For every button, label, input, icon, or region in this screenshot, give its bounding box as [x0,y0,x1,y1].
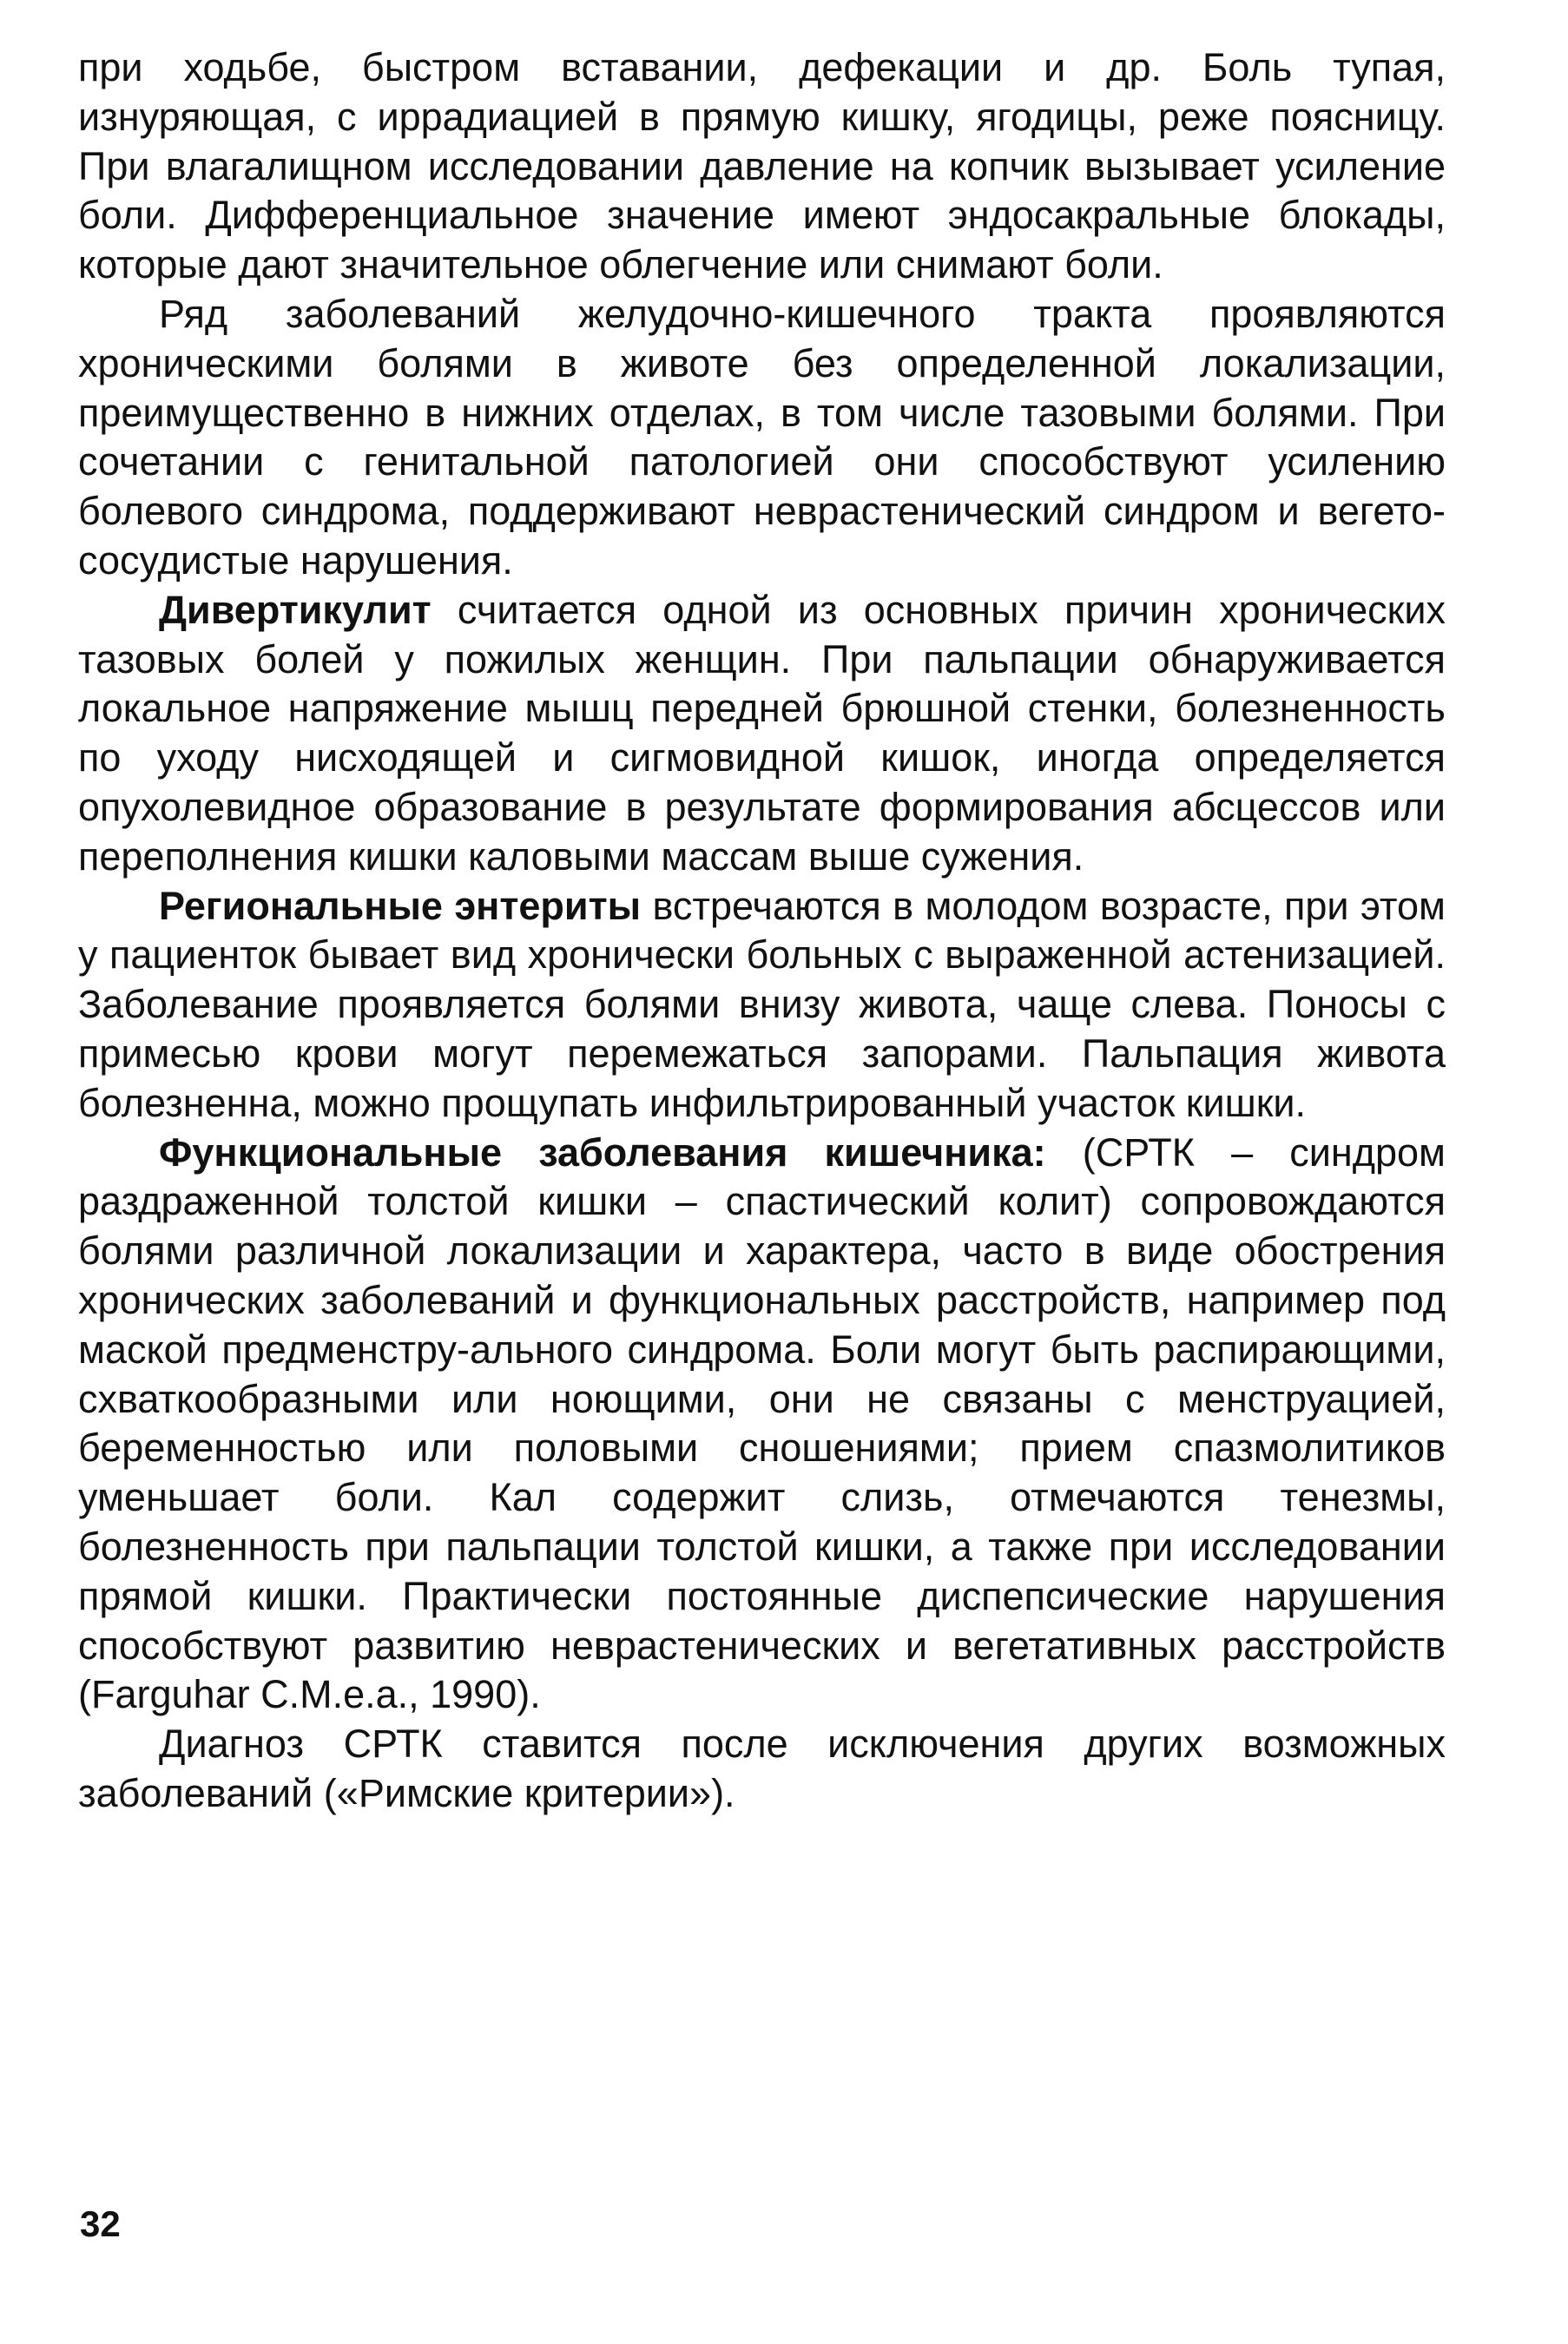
paragraph-ibs-diagnosis [78,1720,1446,1819]
paragraph-continued [78,43,1446,290]
paragraph-regional-enteritis [78,882,1446,1129]
paragraph-text: Ряд заболеваний желудочно-кишечного тракта проявляются хроническими болями в животе без определенной локализации, преимущественно в нижних отделах, в том числе тазовыми болями. При сочетании с генитальной патологией они способствуют усилению болевого синдрома, поддерживают неврастенический синдром и вегето-сосудистые нарушения. [78,291,1446,583]
paragraph-text: при ходьбе, быстром вставании, дефекации и др. Боль тупая, изнуряющая, с иррадиацией в прямую кишку, ягодицы, реже поясницу. При влагалищном исследовании давление на копчик вызывает усиление боли. Дифференциальное значение имеют эндосакральные блокады, которые дают значительное облегчение или снимают боли. [78,45,1446,287]
paragraph-lead-term: Региональные энтериты [159,883,642,928]
paragraph-text: считается одной из основных причин хронических тазовых болей у пожилых женщин. При пальпации обнаруживается локальное напряжение мышц передней брюшной стенки, болезненность по уходу нисходящей и сигмовидной кишок, иногда определяется опухолевидное образование в результате формирования абсцессов или переполнения кишки каловыми массам выше сужения. [78,587,1446,879]
paragraph-lead-term: Дивертикулит [159,587,432,632]
paragraph-gi-disorders [78,290,1446,586]
paragraph-functional-bowel-disease [78,1129,1446,1721]
paragraph-text: Диагноз СРТК ставится после исключения других возможных заболеваний («Римские критерии»). [78,1722,1446,1815]
page-number: 32 [80,2203,121,2244]
paragraph-diverticulitis [78,586,1446,882]
body-text [78,43,1446,1819]
paragraph-text: встречаются в молодом возрасте, при этом у пациенток бывает вид хронически больных с выраженной астенизацией. Заболевание проявляется болями внизу живота, чаще слева. Поносы с примесью крови могут перемежаться запорами. Пальпация живота болезненна, можно прощупать инфильтрированный участок кишки. [78,883,1446,1125]
paragraph-lead-term: Функциональные заболевания кишечника: [159,1129,1046,1175]
paragraph-text: (СРТК – синдром раздраженной толстой кишки – спастический колит) сопровождаются болями различной локализации и характера, часто в виде обострения хронических заболеваний и функциональных расстройств, например под маской предменстру-ального синдрома. Боли могут быть распирающими, схваткообразными или ноющими, они не связаны с менструацией, беременностью или половыми сношениями; прием спазмолитиков уменьшает боли. Кал содержит слизь, отмечаются тенезмы, болезненность при пальпации толстой кишки, а также при исследовании прямой кишки. Практически постоянные диспепсические нарушения способствуют развитию неврастенических и вегетативных расстройств (Farguhar C.M.e.a., 1990). [78,1129,1446,1717]
